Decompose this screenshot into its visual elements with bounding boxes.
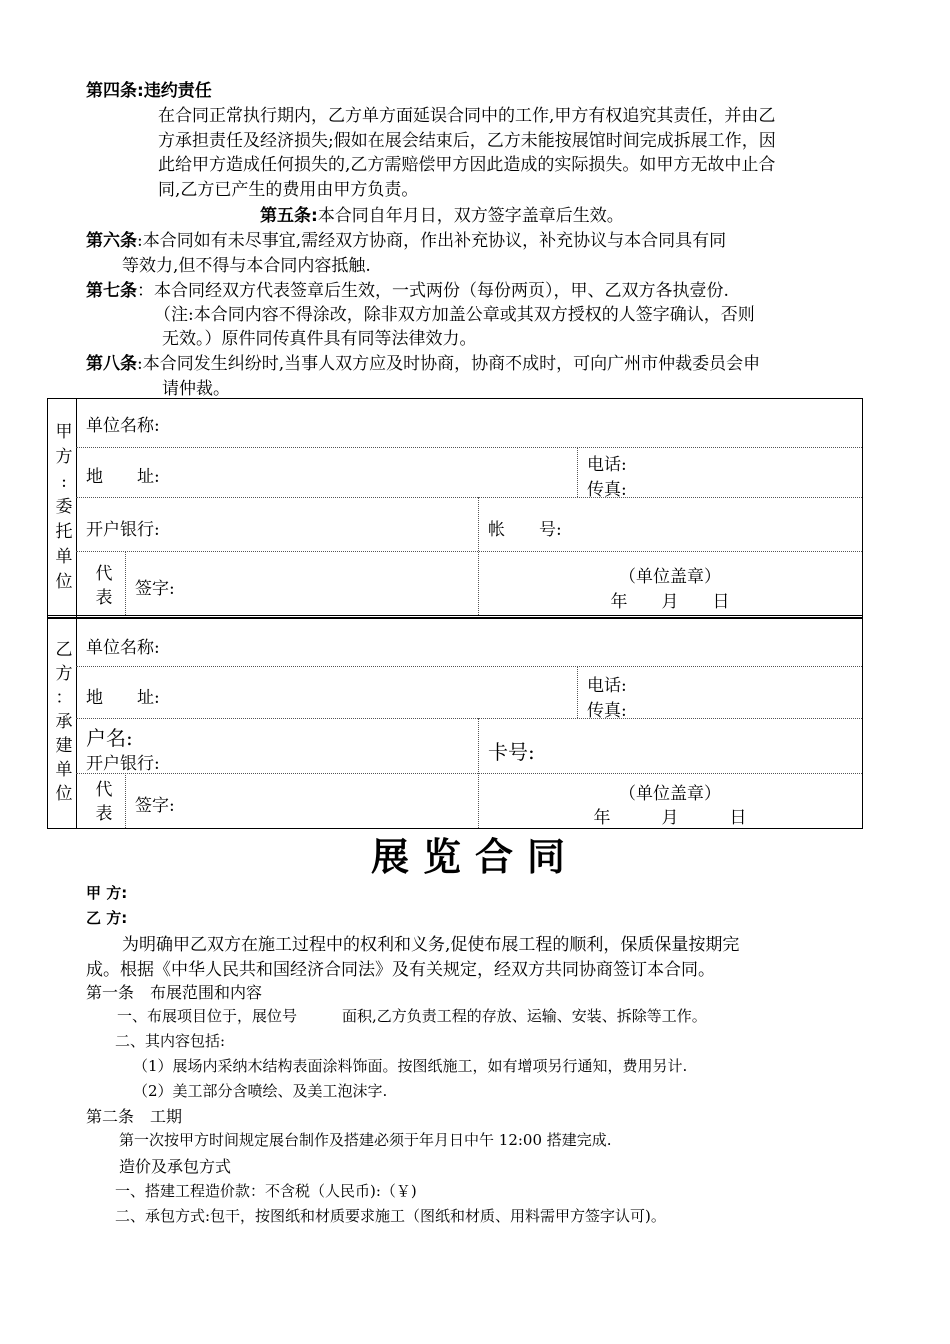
contract-title: 展览合同 (370, 834, 579, 879)
party-a-side-label: 甲 方 : 委 托 单 位 (55, 422, 73, 592)
party-a-address: 地 址: (86, 467, 160, 487)
party-b-unit-name: 单位名称: (86, 638, 160, 658)
article-5 (260, 201, 624, 226)
article-6-line-2: 等效力,但不得与本合同内容抵触. (122, 256, 371, 276)
article-8-line-2: 请仲裁。 (162, 379, 230, 399)
article-7-line-3: 无效。）原件同传真件具有同等法律效力。 (162, 329, 477, 349)
article-8 (86, 349, 760, 374)
intro-line-2: 成。根据《中华人民共和国经济合同法》及有关规定，经双方共同协商签订本合同。 (86, 960, 715, 980)
clause-2-line-1: 第一次按甲方时间规定展台制作及搭建必须于年月日中午 12:00 搭建完成. (119, 1131, 612, 1149)
article-6-line-1: :本合同如有未尽事宜,需经双方协商，作出补充协议，补充协议与本合同具有同 (137, 231, 727, 251)
party-a-phone: 电话: (587, 455, 627, 475)
party-b-date: 年 月 日 (593, 808, 747, 828)
article-4-label: 第四条: (86, 81, 144, 101)
clause-1-sub-2: （2）美工部分含喷绘、及美工泡沫字. (133, 1082, 388, 1100)
party-b-fax: 传真: (587, 701, 627, 721)
party-b-row-line-2 (76, 718, 862, 719)
party-a-row-line-3 (76, 551, 862, 552)
clause-1-heading: 第一条 布展范围和内容 (86, 983, 263, 1002)
article-4-line-4: 同,乙方已产生的费用由甲方负责。 (158, 180, 419, 200)
party-a-row-line-1 (76, 447, 862, 448)
party-b-row-line-1 (76, 666, 862, 667)
article-8-label: 第八条 (86, 354, 137, 374)
party-a-fax: 传真: (587, 480, 627, 500)
article-4-heading (86, 76, 212, 101)
party-a-account: 帐 号: (488, 520, 562, 540)
clause-1-sub-1: （1）展场内采纳木结构表面涂料饰面。按图纸施工，如有增项另行通知，费用另计. (133, 1057, 688, 1075)
party-b-label: 乙 方: (86, 909, 128, 927)
party-b-signature: 签字: (135, 796, 175, 816)
clause-2-heading: 第二条 工期 (86, 1107, 183, 1126)
party-b-bank: 开户银行: (86, 754, 160, 774)
article-7 (86, 276, 729, 301)
party-a-signature: 签字: (135, 579, 175, 599)
party-b-seal: （单位盖章） (619, 784, 721, 804)
clause-2-item-1: 一、搭建工程造价款：不含税（人民币):（￥) (115, 1182, 417, 1200)
party-a-bottom-line (47, 615, 863, 616)
article-7-line-1: ：本合同经双方代表签章后生效，一式两份（每份两页），甲、乙双方各执壹份. (137, 281, 729, 301)
party-b-rep-label: 代 表 (95, 780, 113, 824)
article-5-label: 第五条: (260, 206, 318, 226)
party-a-date: 年 月 日 (610, 592, 730, 612)
article-5-text: 本合同自年月日，双方签字盖章后生效。 (317, 206, 624, 226)
clause-2-line-2: 造价及承包方式 (119, 1157, 232, 1176)
party-b-side-label: 乙 方 ： 承 建 单 位 (55, 640, 73, 804)
party-a-rep-label: 代 表 (95, 564, 113, 608)
party-a-bank: 开户银行: (86, 520, 160, 540)
article-4-line-3: 此给甲方造成任何损失的,乙方需赔偿甲方因此造成的实际损失。如甲方无故中止合 (158, 155, 776, 175)
party-b-side-divider (76, 618, 77, 829)
article-4-line-1: 在合同正常执行期内，乙方单方面延误合同中的工作,甲方有权追究其责任，并由乙 (158, 106, 776, 126)
party-a-rep-divider (125, 551, 126, 615)
party-b-card: 卡号: (488, 740, 535, 764)
clause-2-item-2: 二、承包方式:包干，按图纸和材质要求施工（图纸和材质、用料需甲方签字认可)。 (115, 1207, 666, 1225)
party-a-unit-name: 单位名称: (86, 416, 160, 436)
article-6 (86, 226, 726, 251)
party-b-rep-divider (125, 773, 126, 828)
party-a-side-divider (76, 398, 77, 618)
party-b-phone: 电话: (587, 676, 627, 696)
clause-1-item-2: 二、其内容包括: (115, 1032, 226, 1050)
party-a-row-line-2 (76, 497, 862, 498)
party-a-label: 甲 方: (86, 884, 128, 902)
article-4-line-2: 方承担责任及经济损失;假如在展会结束后，乙方未能按展馆时间完成拆展工作，因 (158, 131, 776, 151)
party-b-address-divider (577, 666, 578, 718)
article-7-line-2: （注:本合同内容不得涂改，除非双方加盖公章或其双方授权的人签字确认，否则 (154, 305, 755, 325)
party-b-account-name: 户名: (86, 726, 133, 750)
party-b-address: 地 址: (86, 688, 160, 708)
party-a-address-divider (577, 447, 578, 497)
intro-line-1: 为明确甲乙双方在施工过程中的权利和义务,促使布展工程的顺利，保质保量按期完 (122, 935, 740, 955)
article-8-line-1: :本合同发生纠纷时,当事人双方应及时协商，协商不成时，可向广州市仲裁委员会申 (137, 354, 761, 374)
article-4-title: 违约责任 (143, 81, 212, 101)
party-b-row-line-3 (76, 773, 862, 774)
article-6-label: 第六条 (86, 231, 137, 251)
article-7-label: 第七条 (86, 281, 137, 301)
clause-1-item-1: 一、布展项目位于，展位号 面积,乙方负责工程的存放、运输、安装、拆除等工作。 (117, 1007, 707, 1025)
party-a-seal: （单位盖章） (619, 567, 721, 587)
